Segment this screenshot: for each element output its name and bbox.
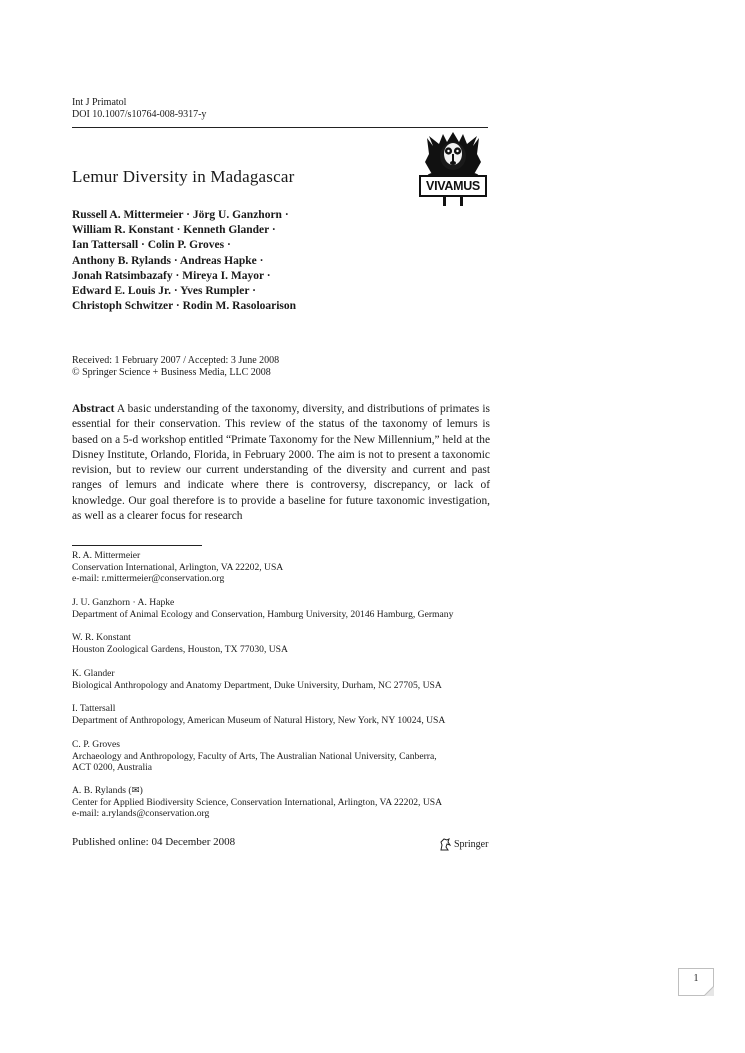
author-line: Anthony B. Rylands · Andreas Hapke · xyxy=(72,254,264,267)
page-curl-icon xyxy=(704,986,714,996)
affiliation-line: Department of Animal Ecology and Conservation, Hamburg University, 20146 Hamburg, Germany xyxy=(72,608,454,620)
doi: DOI 10.1007/s10764-008-9317-y xyxy=(72,109,207,120)
vivamus-logo xyxy=(419,132,487,206)
affiliation-names: I. Tattersall xyxy=(72,703,116,714)
affiliation-line: Biological Anthropology and Anatomy Department, Duke University, Durham, NC 27705, USA xyxy=(72,679,442,691)
affiliation-names: J. U. Ganzhorn · A. Hapke xyxy=(72,597,175,608)
affiliation-line: Center for Applied Biodiversity Science, Conservation International, Arlington, VA 22202, USA xyxy=(72,796,443,808)
author-list xyxy=(72,208,296,314)
affiliation-email: e-mail: r.mittermeier@conservation.org xyxy=(72,573,225,585)
affiliation-names: R. A. Mittermeier xyxy=(72,550,141,561)
received-dates: Received: 1 February 2007 / Accepted: 3 June 2008 xyxy=(72,355,280,366)
affiliation xyxy=(72,739,492,774)
affiliation-line: Department of Anthropology, American Museum of Natural History, New York, NY 10024, USA xyxy=(72,714,446,726)
author-line: Christoph Schwitzer · Rodin M. Rasoloarison xyxy=(72,300,297,313)
affiliation-names: C. P. Groves xyxy=(72,739,120,750)
affiliation-line: Archaeology and Anthropology, Faculty of Arts, The Australian National University, Canberra, xyxy=(72,750,437,762)
affiliation xyxy=(72,785,492,820)
header-rule xyxy=(72,127,488,128)
abstract-text: A basic understanding of the taxonomy, diversity, and distributions of primates is essential for their conservation. This review of the status of the taxonomy of lemurs is based on a 5-d workshop entitled “Primate Taxonomy for the New Millennium,” held at the Disney Institute, Orlando, Florida, in February 2000. The aim is not to present a taxonomic revision, but to review our current understanding of the diversity and current and past ranges of lemurs and indicate where there is controversy, discrepancy, or lack of knowledge. Our goal therefore is to provide a baseline for future taxonomic investigation, as well as a clearer focus for research xyxy=(72,403,490,523)
springer-horse-icon xyxy=(439,838,451,851)
affiliation xyxy=(72,668,492,691)
affiliation-names: K. Glander xyxy=(72,668,115,679)
affiliation-names: W. R. Konstant xyxy=(72,632,131,643)
page-number-box xyxy=(678,968,714,996)
journal-name: Int J Primatol xyxy=(72,97,127,108)
affiliation xyxy=(72,597,492,620)
footnote-rule xyxy=(72,545,202,546)
author-line: Edward E. Louis Jr. · Yves Rumpler · xyxy=(72,285,256,298)
page-number: 1 xyxy=(693,973,699,984)
springer-logo xyxy=(439,838,488,851)
article-title: Lemur Diversity in Madagascar xyxy=(72,167,295,186)
affiliation-line: Houston Zoological Gardens, Houston, TX 77030, USA xyxy=(72,643,288,655)
author-line: Ian Tattersall · Colin P. Groves · xyxy=(72,239,231,252)
affiliation xyxy=(72,703,492,726)
affiliation-line: Conservation International, Arlington, VA 22202, USA xyxy=(72,561,284,573)
affiliation-line: ACT 0200, Australia xyxy=(72,762,153,774)
published-date: Published online: 04 December 2008 xyxy=(72,836,236,848)
publisher-name: Springer xyxy=(454,839,489,850)
affiliation xyxy=(72,550,492,585)
author-line: Russell A. Mittermeier · Jörg U. Ganzhorn · xyxy=(72,209,289,221)
affiliation-email: e-mail: a.rylands@conservation.org xyxy=(72,808,210,820)
copyright: © Springer Science + Business Media, LLC 2008 xyxy=(72,367,271,378)
author-line: William R. Konstant · Kenneth Glander · xyxy=(72,224,276,237)
abstract xyxy=(72,402,490,524)
abstract-label: Abstract xyxy=(72,403,115,415)
lemur-icon xyxy=(419,132,487,206)
affiliation-names: A. B. Rylands (✉) xyxy=(72,785,143,796)
logo-text: VIVAMUS xyxy=(426,179,480,193)
author-line: Jonah Ratsimbazafy · Mireya I. Mayor · xyxy=(72,269,271,282)
affiliation xyxy=(72,632,492,655)
